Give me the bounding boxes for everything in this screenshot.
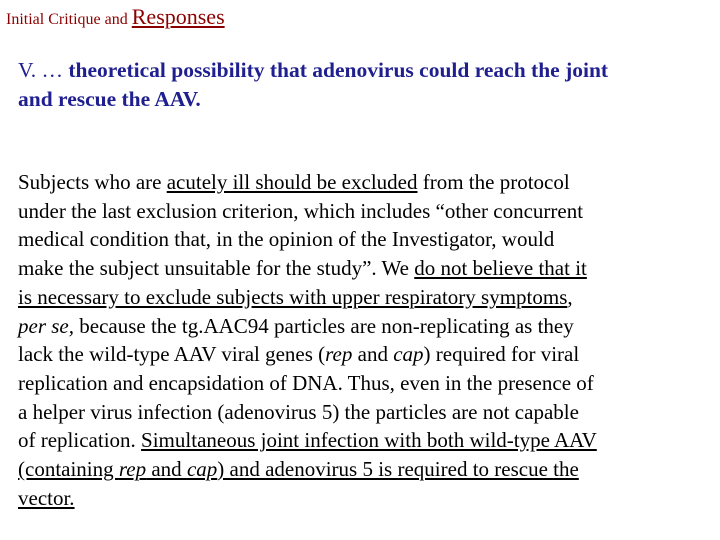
italic-run: rep [325,342,353,367]
text-run: make the subject unsuitable for the study”. We [18,256,415,281]
response-line-5 [18,283,698,312]
underlined-run: do not believe that it [414,256,587,281]
critique-line-2: and rescue the AAV. [18,87,201,111]
critique-line-1-rest: theoretical possibility that adenovirus could reach the joint [63,58,609,82]
text-run: of replication. [18,428,142,453]
underlined-run: ) and adenovirus 5 is required to rescue the [217,457,579,482]
text-run: ) required for viral [423,342,580,367]
underlined-run: is necessary to exclude subjects with upper respiratory symptoms [18,284,568,309]
critique-text [18,56,708,114]
response-line-1 [18,168,698,197]
response-line-9: a helper virus infection (adenovirus 5) the particles are not capable [18,399,579,424]
text-run: because the tg.AAC94 particles are non-replicating as they [74,313,574,338]
text-run: from the protocol [417,170,570,194]
underlined-run: (containing [18,457,119,482]
response-line-8: replication and encapsidation of DNA. Thus, even in the presence of [18,370,594,395]
header-prefix: Initial Critique and [6,11,128,28]
slide-header [6,4,225,30]
critique-line-1 [18,56,708,85]
italic-run: per se, [18,313,74,338]
critique-lead: V. … [18,58,64,82]
underlined-run: Simultaneous joint infection with both wild-type AAV [141,428,597,453]
underlined-run: and [146,457,187,482]
text-run: lack the wild-type AAV viral genes ( [18,342,326,367]
underlined-run: acutely ill should be excluded [166,170,418,194]
text-run: Subjects who are [18,170,167,194]
italic-run: cap [393,342,424,367]
italic-run: rep [118,457,147,482]
text-run: , [567,284,573,309]
response-line-2: under the last exclusion criterion, which includes “other concurrent [18,198,584,223]
response-line-10 [18,426,698,455]
text-run: and [352,342,394,367]
italic-run: cap [186,457,218,482]
response-line-4 [18,254,698,283]
header-title: Responses [131,4,225,29]
response-line-7 [18,340,698,369]
response-line-3: medical condition that, in the opinion of the Investigator, would [18,227,555,252]
response-paragraph [18,168,698,512]
response-line-6 [18,312,698,341]
response-line-12: vector. [18,485,75,510]
response-line-11 [18,455,698,484]
